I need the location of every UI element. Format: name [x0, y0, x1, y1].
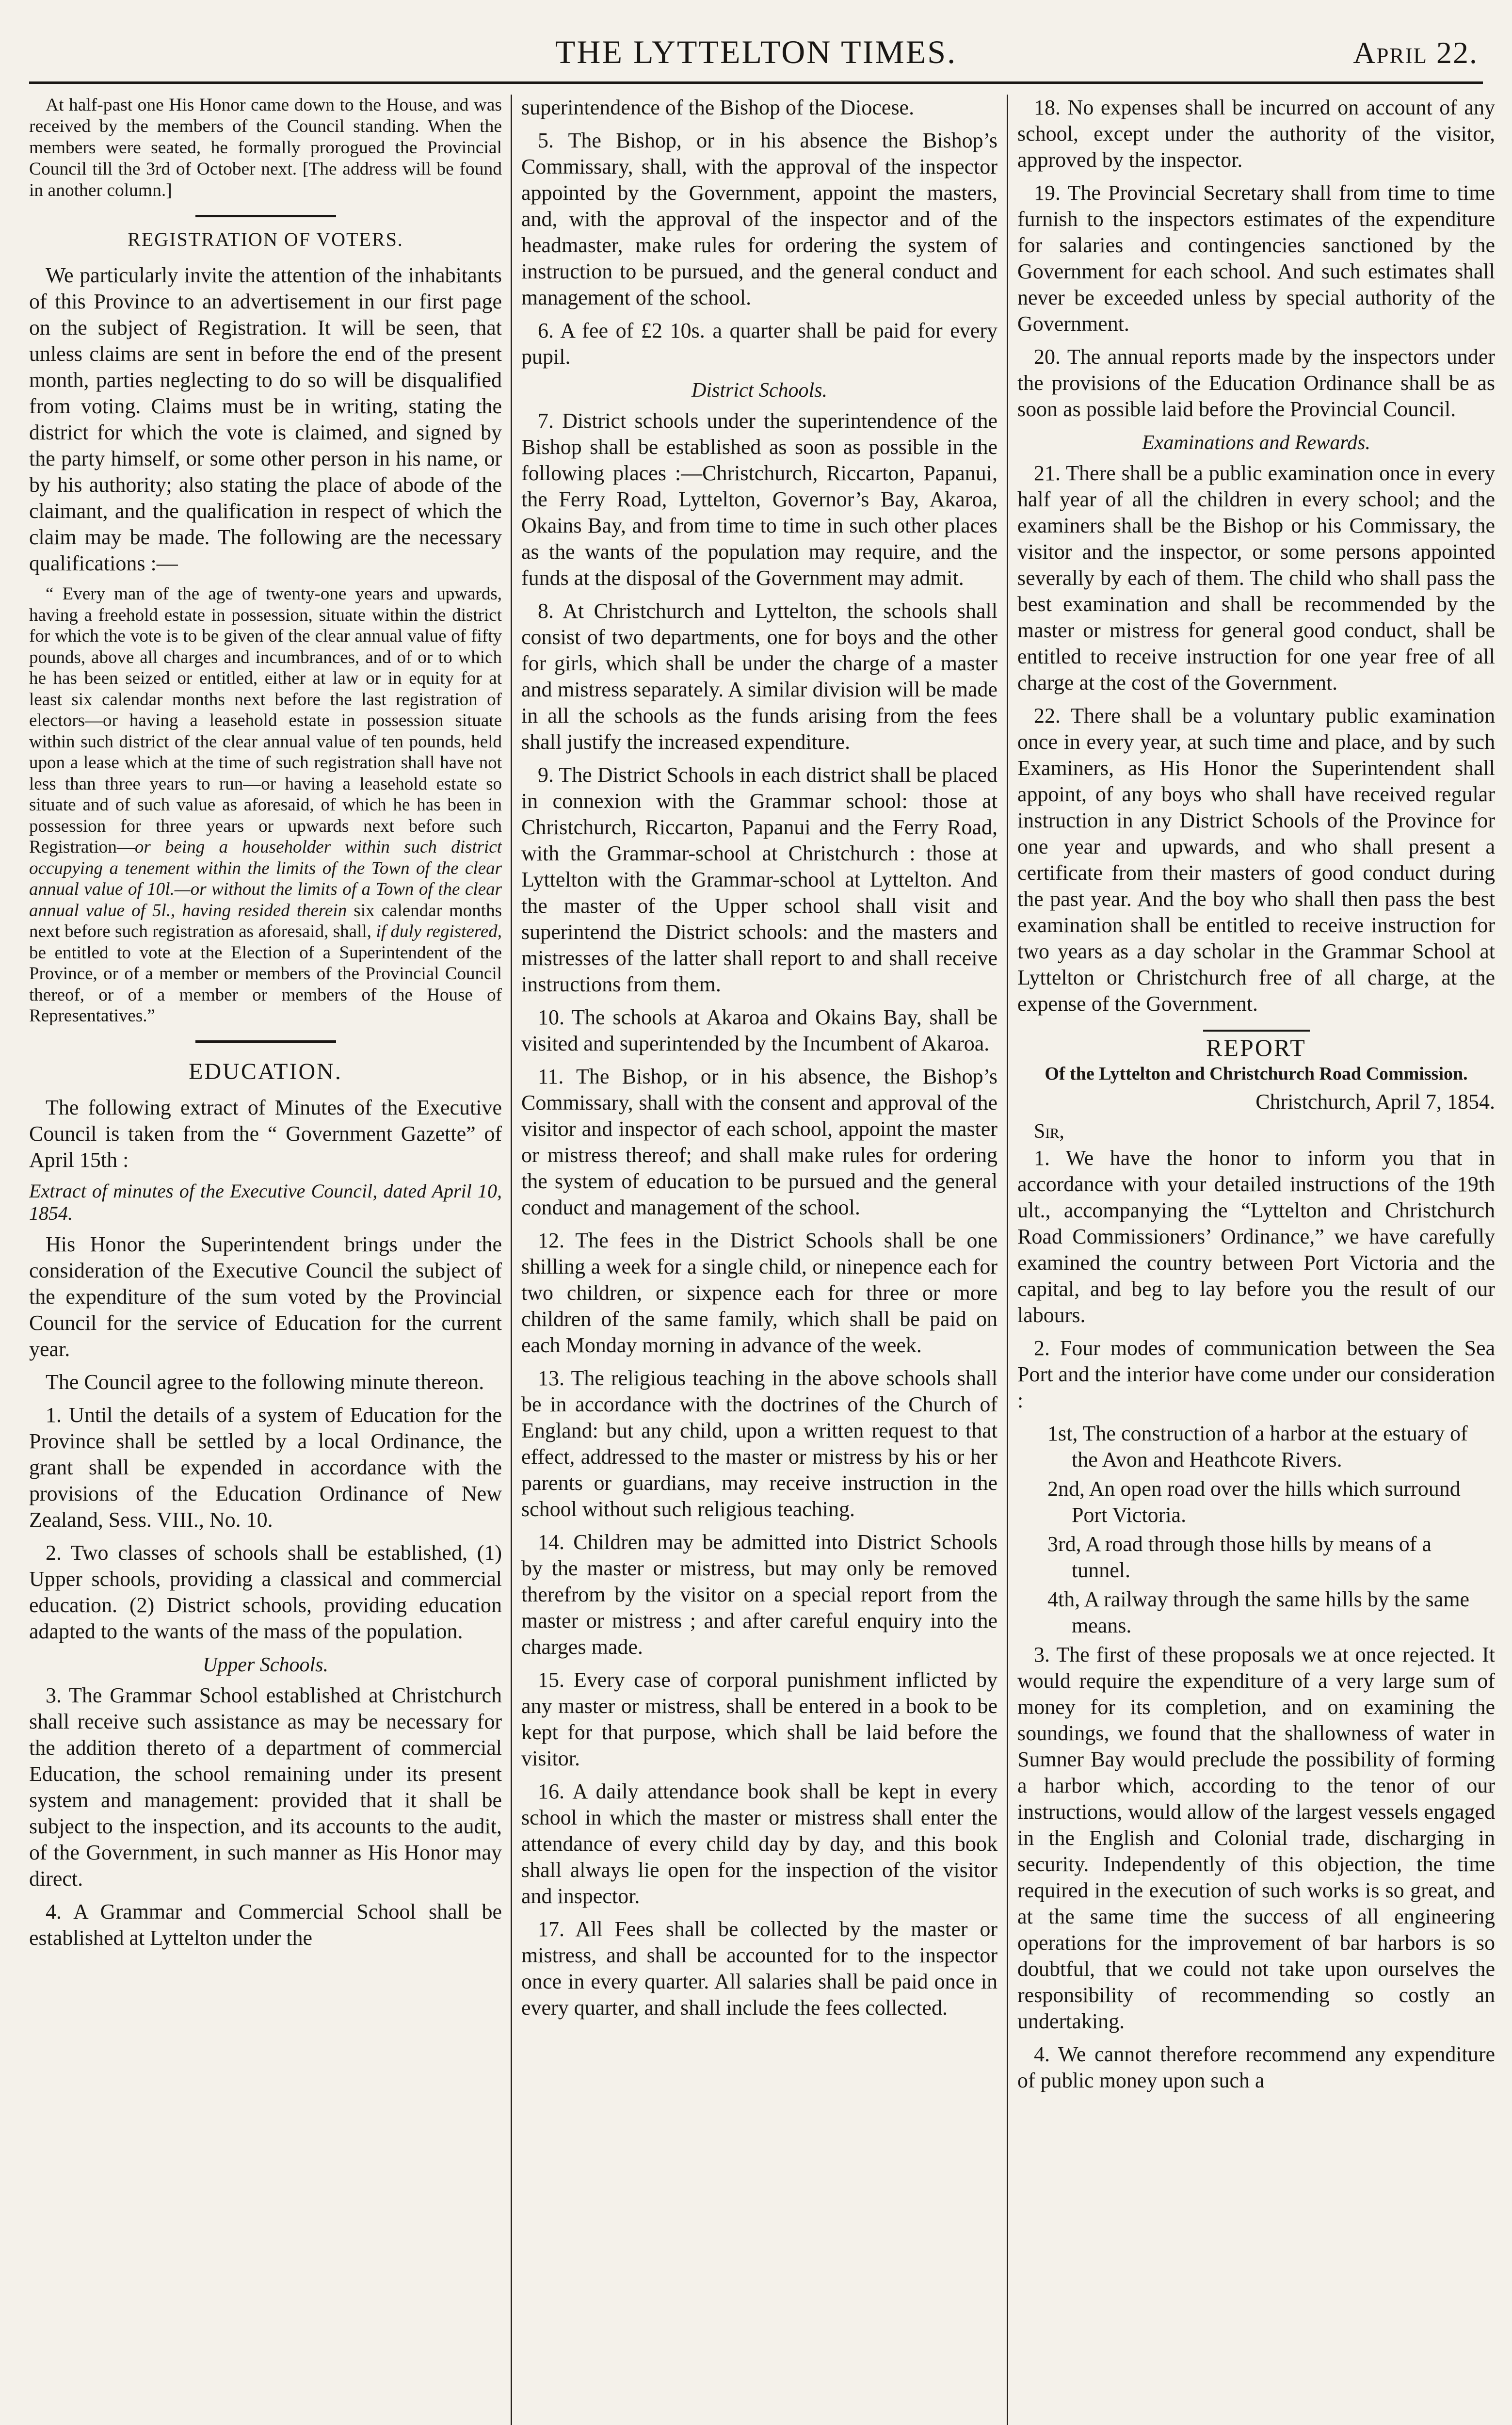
- issue-date: April 22.: [1353, 35, 1478, 70]
- list-item: 2nd, An open road over the hills which surround Port Victoria.: [1047, 1477, 1461, 1527]
- minute-item-20: 20. The annual reports made by the inspectors under the provisions of the Education Ordinance shall be as soon as possible laid before the Provincial Council.: [1017, 345, 1495, 421]
- minute-item-16: 16. A daily attendance book shall be kept in every school in which the master or mistress shall enter the attendance of every child day by day, and this book shall always lie open for the inspection of the visitor and inspector.: [521, 1779, 997, 1908]
- minute-item-21: 21. There shall be a public examination once in every half year of all the children in every school; and the examiners shall be the Bishop or his Commissary, the visitor and the inspector, or some persons appointed severally by each of them. The child who shall pass the best examination and shall be recommended by the master or mistress for general good conduct, shall be entitled to receive instruction for one year free of all charge at the cost of the Government.: [1017, 461, 1495, 695]
- report-dateline: Christchurch, April 7, 1854.: [1255, 1090, 1495, 1114]
- masthead: [29, 28, 1483, 84]
- report-paragraph-3: 3. The first of these proposals we at once rejected. It would require the expenditure of a very large sum of money for its completion, and on examining the soundings, we found that the shallowness of water in Sumner Bay would preclude the possibility of forming a harbor which, according to the tenor of our instructions, would allow of the largest vessels engaged in the English and Colonial trade, discharging in security. Independently of this objection, the time required in the execution of such works is so great, and at the same time the success of all engineering operations for the improvement of bar harbors is so doubtful, that we could not take upon ourselves the responsibility of recommending so costly an undertaking.: [1017, 1643, 1495, 2033]
- list-item: 4th, A railway through the same hills by the same means.: [1047, 1587, 1470, 1637]
- quote-part-c: six calendar months next before such registration as aforesaid, shall,: [29, 900, 502, 941]
- minute-item-12: 12. The fees in the District Schools shall be one shilling a week for a single child, or ninepence each for two children, or sixpence each for three or more children of the same family, which shall be paid on each Monday morning in advance of the week.: [521, 1229, 997, 1357]
- list-item: 1st, The construction of a harbor at the estuary of the Avon and Heathcote Rivers.: [1047, 1422, 1468, 1471]
- examinations-heading: Examinations and Rewards.: [1142, 432, 1370, 454]
- minute-item-7: 7. District schools under the superintendence of the Bishop shall be established as soon as possible in the following places :—Christchurch, Riccarton, Papanui, the Ferry Road, Lyttelton, Governor’s Bay, Akaroa, Okains Bay, and from time to time in such other places as the wants of the population may require, and the funds at the disposal of the Government may admit.: [521, 409, 997, 590]
- minute-item-15: 15. Every case of corporal punishment inflicted by any master or mistress, shall be entered in a book to be kept for that purpose, which shall be laid before the visitor.: [521, 1668, 997, 1770]
- column-1: [29, 95, 502, 2425]
- section-divider: [195, 1040, 336, 1043]
- quote-part-a: “ Every man of the age of twenty-one years and upwards, having a freehold estate in possession, situate within the district for which the vote is to be given of the clear annual value of fifty pounds, above all charges and incumbrances, and of or to which he has been seized or entitled, either at law or in equity for at least six calendar months next before the last registration of electors—or having a leasehold estate in possession situate within such district of the clear annual value of ten pounds, held upon a lease which at the time of such registration shall have not less than three years to run—or having a leasehold estate so situate and of such value as aforesaid, of which he has been in possession for three years or upwards next before such Registration—: [29, 584, 502, 857]
- minute-item-8: 8. At Christchurch and Lyttelton, the schools shall consist of two departments, one for boys and the other for girls, which shall be under the charge of a master and mistress separately. A similar division will be made in all the schools as the funds arising from the fees shall justify the increased expenditure.: [521, 599, 997, 754]
- report-paragraph-1: 1. We have the honor to inform you that in accordance with your detailed instructions of the 19th ult., accompanying the “Lyttelton and Christchurch Road Commissioners’ Ordinance,” we have carefully examined the country between Port Victoria and the capital, and beg to lay before you the result of our labours.: [1017, 1146, 1495, 1327]
- report-paragraph-2: 2. Four modes of communication between the Sea Port and the interior have come under our consideration :: [1017, 1336, 1495, 1412]
- minutes-extract: Extract of minutes of the Executive Council, dated April 10, 1854.: [29, 1180, 502, 1224]
- education-paragraph-2: The Council agree to the following minute thereon.: [46, 1370, 484, 1394]
- list-item: 3rd, A road through those hills by means of a tunnel.: [1047, 1532, 1432, 1582]
- column-2: [521, 95, 997, 2425]
- council-prorogued-paragraph: At half-past one His Honor came down to the House, and was received by the members of the Council standing. When the members were seated, he formally prorogued the Provincial Council till the 3rd of October next. [The address will be found in another column.]: [29, 95, 502, 200]
- upper-schools-heading: Upper Schools.: [203, 1653, 328, 1676]
- minute-item-18: 18. No expenses shall be incurred on account of any school, except under the authority of the visitor, approved by the inspector.: [1017, 96, 1495, 172]
- quote-part-e: be entitled to vote at the Election of a Superintendent of the Province, or of a member or members of the Provincial Council thereof, or of a member or members of the House of Representatives.”: [29, 942, 502, 1026]
- continued-text: superintendence of the Bishop of the Diocese.: [521, 96, 915, 119]
- minute-item-6: 6. A fee of £2 10s. a quarter shall be paid for every pupil.: [521, 319, 997, 369]
- qualifications-quote: [29, 583, 502, 1027]
- section-divider: [195, 215, 336, 217]
- education-paragraph-1: His Honor the Superintendent brings under the consideration of the Executive Council the subject of the expenditure of the sum voted by the Provincial Council for the service of Education for the current year.: [29, 1232, 502, 1361]
- quote-part-b: or being a householder within such district occupying a tenement within the limits of the Town of the clear annual value of 10l.—or without the limits of a Town of the clear annual value of 5l., having resided therein: [29, 837, 502, 921]
- registration-heading: REGISTRATION OF VOTERS.: [128, 228, 403, 250]
- report-paragraph-4: 4. We cannot therefore recommend any expenditure of public money upon such a: [1017, 2042, 1495, 2092]
- minute-item-9: 9. The District Schools in each district shall be placed in connexion with the Grammar school: those at Christchurch, Riccarton, Papanui and the Ferry Road, with the Grammar-school at Christchurch : those at Lyttelton with the Grammar-school at Lyttelton. And the master of the Upper school shall visit and superintend the District schools: and the masters and mistresses of the latter shall report to and shall receive instructions from them.: [521, 763, 997, 996]
- minute-item-19: 19. The Provincial Secretary shall from time to time furnish to the inspectors estimates of the expenditure for salaries and contingencies sanctioned by the Government for each school. And such estimates shall never be exceeded unless by special authority of the Government.: [1017, 181, 1495, 336]
- minute-item-1: 1. Until the details of a system of Education for the Province shall be settled by a local Ordinance, the grant shall be expended in accordance with the provisions of the Education Ordinance of New Zealand, Sess. VIII., No. 10.: [29, 1403, 502, 1532]
- column-rule-1: [511, 95, 512, 2425]
- minute-item-4: 4. A Grammar and Commercial School shall be established at Lyttelton under the: [29, 1899, 502, 1950]
- newspaper-title: THE LYTTELTON TIMES.: [555, 33, 957, 70]
- minute-item-5: 5. The Bishop, or in his absence the Bishop’s Commissary, shall, with the approval of the inspector appointed by the Government, appoint the masters, and, with the approval of the inspector and of the headmaster, make rules for ordering the system of instruction to be pursued, and the general conduct and management of the school.: [521, 129, 997, 309]
- report-salutation: Sir,: [1034, 1120, 1064, 1143]
- minute-item-17: 17. All Fees shall be collected by the master or mistress, and shall be accounted for to the inspector once in every quarter. All salaries shall be paid once in every quarter, and shall include the fees collected.: [521, 1917, 997, 2020]
- minute-item-2: 2. Two classes of schools shall be established, (1) Upper schools, providing a classical and commercial education. (2) District schools, providing education adapted to the wants of the mass of the population.: [29, 1540, 502, 1643]
- section-divider: [1203, 1030, 1310, 1032]
- district-schools-heading: District Schools.: [692, 379, 827, 402]
- report-subtitle: Of the Lyttelton and Christchurch Road Commission.: [1045, 1064, 1468, 1084]
- column-3: [1017, 95, 1495, 2425]
- minute-item-3: 3. The Grammar School established at Christchurch shall receive such assistance as may be necessary for the addition thereto of a department of commercial Education, the school remaining under its present system and management: provided that it shall be subject to the inspection, and its accounts to the audit, of the Government, in such manner as His Honor may direct.: [29, 1683, 502, 1891]
- minute-item-14: 14. Children may be admitted into District Schools by the master or mistress, but may only be removed therefrom by the visitor on a special report from the master or mistress ; and after careful enquiry into the charges made.: [521, 1530, 997, 1659]
- minute-item-13: 13. The religious teaching in the above schools shall be in accordance with the doctrines of the Church of England: but any child, upon a written request to that effect, addressed to the master or mistress by his or her parents or guardians, may receive instruction in the school without such religious teaching.: [521, 1366, 997, 1521]
- registration-paragraph: We particularly invite the attention of the inhabitants of this Province to an advertisement in our first page on the subject of Registration. It will be seen, that unless claims are sent in before the end of the present month, parties neglecting to do so will be disqualified from voting. Claims must be in writing, stating the district for which the vote is claimed, and signed by the party himself, or some other person in his name, or by his authority; also stating the place of abode of the claimant, and the qualification in respect of which the claim may be made. The following are the necessary qualifications :—: [29, 263, 502, 575]
- minute-item-11: 11. The Bishop, or in his absence, the Bishop’s Commissary, shall with the consent and approval of the visitor and inspector of each school, appoint the master or mistress thereof; and shall make rules for ordering the system of education to be pursued and the general conduct and management of the school.: [521, 1065, 997, 1219]
- minute-item-22: 22. There shall be a voluntary public examination once in every year, at such time and place, and by such Examiners, as His Honor the Superintendent shall appoint, of any boys who shall have received regular instruction in any District Schools of the Province for one year and upwards, and who shall present a certificate from their masters of good conduct during the past year. And the boy who shall then pass the best examination shall be entitled to receive instruction for two years as a day scholar in the Grammar School at Lyttelton or Christchurch free of all charge, at the expense of the Government.: [1017, 704, 1495, 1016]
- education-heading: EDUCATION.: [189, 1058, 342, 1084]
- education-intro: The following extract of Minutes of the Executive Council is taken from the “ Government Gazette” of April 15th :: [29, 1095, 502, 1172]
- communication-modes-list: [1017, 1421, 1495, 1639]
- minute-item-10: 10. The schools at Akaroa and Okains Bay, shall be visited and superintended by the Incumbent of Akaroa.: [521, 1005, 997, 1055]
- quote-part-d: if duly registered,: [376, 922, 502, 941]
- report-title: REPORT: [1206, 1034, 1306, 1061]
- column-rule-2: [1007, 95, 1008, 2425]
